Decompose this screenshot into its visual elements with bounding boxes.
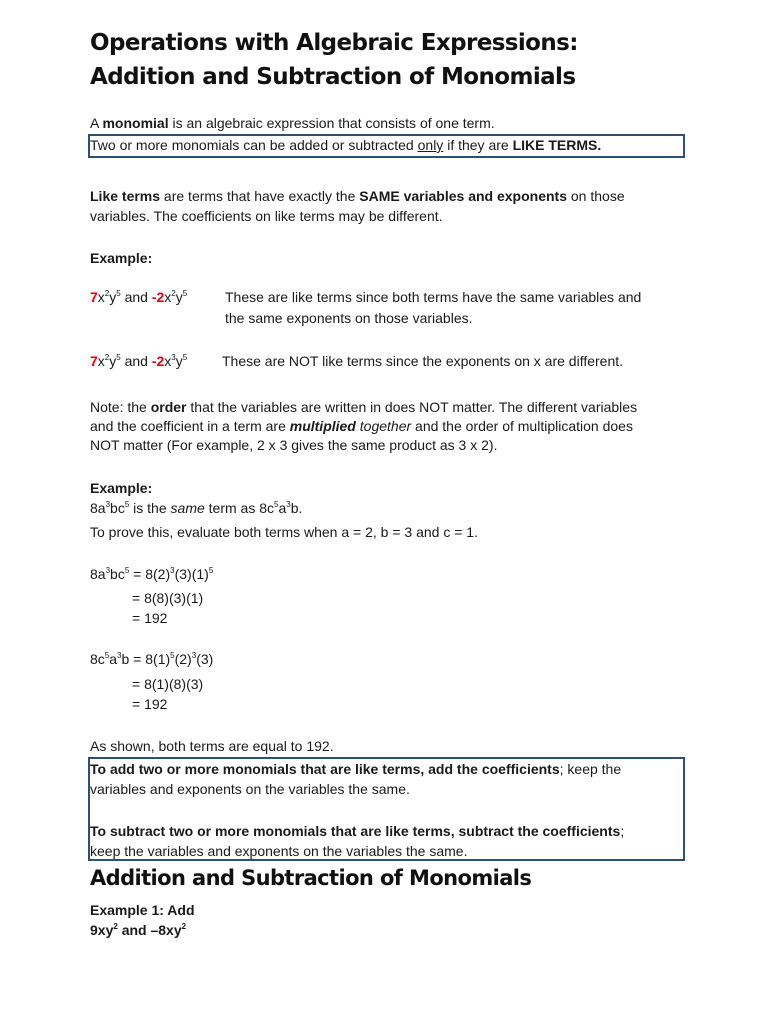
example1-add-terms [90, 921, 186, 940]
intro-text [90, 114, 495, 133]
c1-a: 8a [90, 566, 106, 582]
note-l2-pre: and the coefficient in a term are [90, 418, 290, 434]
ex2-exp3: 3 [171, 353, 176, 362]
c1-a-exp: 3 [105, 566, 111, 575]
ex2-var1: x [97, 353, 105, 369]
note-line2 [90, 417, 633, 436]
ex1-exp1: 2 [104, 289, 110, 298]
st-is-the: is the [129, 500, 171, 516]
example-label: Example: [90, 250, 153, 266]
like-terms-definition-line2: variables. The coefficients on like terms may be different. [90, 208, 443, 224]
ex1-var1: x [97, 289, 105, 305]
example1-add-label: Example 1: Add [90, 902, 195, 918]
c1-eq-exp1: 3 [170, 566, 175, 575]
ex2-exp2: 5 [116, 353, 121, 362]
note-l1-post: that the variables are written in does NOT matter. The different variables [186, 399, 638, 415]
ex1-and: and [120, 289, 152, 305]
calc2-line2: = 8(1)(8)(3) [132, 676, 204, 692]
like-terms-strong: SAME variables and exponents [359, 188, 567, 204]
c2-c: 8c [90, 651, 105, 667]
add-rule-line2: variables and exponents on the variables the same. [90, 781, 410, 797]
ex1-coef2: -2 [151, 289, 165, 305]
calc2-line3: = 192 [132, 696, 168, 712]
calc1-line2: = 8(8)(3)(1) [132, 590, 204, 606]
add-rule-strong: To add two or more monomials that are like terms, add the coefficients [90, 761, 560, 777]
st-c: 8c [259, 500, 275, 516]
c2-eq-end: (3) [196, 651, 214, 667]
note-line3: NOT matter (For example, 2 x 3 gives the same product as 3 x 2). [90, 437, 498, 453]
ex1-exp2: 5 [116, 289, 121, 298]
c2-b: b [121, 651, 130, 667]
add-rule-rest1: ; keep the [559, 761, 622, 777]
prove-statement: To prove this, evaluate both terms when a = 2, b = 3 and c = 1. [90, 524, 478, 540]
add-term1: 9xy [90, 922, 114, 938]
intro-post: is an algebraic expression that consists of one term. [168, 115, 495, 131]
rule-mid: if they are [443, 137, 513, 153]
st-a: 8a [90, 500, 106, 516]
calc1-line3: = 192 [132, 610, 168, 626]
c1-eq-mid: (3)(1) [174, 566, 209, 582]
note-line1 [90, 398, 637, 417]
ex2-var4: y [175, 353, 183, 369]
c2-c-exp: 5 [104, 651, 110, 660]
st-a2-exp: 3 [286, 500, 291, 509]
st-end: . [298, 500, 303, 516]
same-term-statement [90, 499, 302, 518]
st-same: same [170, 500, 205, 516]
ex1-exp4: 5 [182, 289, 188, 298]
add-rule-line1 [90, 760, 621, 779]
example1-expression [90, 288, 187, 307]
add-term1-exp: 2 [113, 922, 118, 931]
note-multiplied: multiplied [289, 418, 356, 434]
like-terms-rule-text [90, 136, 601, 155]
ex1-coef1: 7 [90, 289, 98, 305]
st-bc-exp: 5 [124, 500, 130, 509]
c2-eq-exp2: 3 [191, 651, 197, 660]
ex1-var2: y [109, 289, 117, 305]
sub-rule-strong: To subtract two or more monomials that are like terms, subtract the coefficients [90, 823, 621, 839]
ex2-exp1: 2 [104, 353, 110, 362]
ex1-var3: x [164, 289, 172, 305]
c1-eq: = 8(2) [129, 566, 171, 582]
note-together: together [355, 418, 412, 434]
st-bc: bc [110, 500, 125, 516]
ex2-coef2: -2 [151, 353, 165, 369]
like-terms-line1-end: on those [567, 188, 625, 204]
example2-label: Example: [90, 480, 153, 496]
c2-eq-mid: (2) [174, 651, 192, 667]
page-title: Operations with Algebraic Expressions: Addition and Subtraction of Monomials [90, 30, 578, 90]
shown-statement: As shown, both terms are equal to 192. [90, 738, 334, 754]
rule-strong: LIKE TERMS. [512, 137, 602, 153]
example2-desc: These are NOT like terms since the exponents on x are different. [222, 353, 624, 369]
c2-eq: = 8(1) [129, 651, 171, 667]
ex2-exp4: 5 [182, 353, 188, 362]
calc1-line1 [90, 565, 213, 584]
st-a2: a [278, 500, 287, 516]
like-terms-definition-line1 [90, 187, 625, 206]
rule-pre: Two or more monomials can be added or subtracted [90, 137, 418, 153]
st-c-exp: 5 [274, 500, 279, 509]
subtract-rule-line2: keep the variables and exponents on the variables the same. [90, 843, 468, 859]
rule-only: only [417, 137, 444, 153]
example2-expression [90, 352, 187, 371]
section-heading: Addition and Subtraction of Monomials [90, 866, 532, 890]
add-term2-exp: 2 [181, 922, 187, 931]
st-b2: b [290, 500, 299, 516]
calc2-line1 [90, 650, 213, 669]
ex2-coef1: 7 [90, 353, 98, 369]
subtract-rule-line1 [90, 822, 624, 841]
note-pre: Note: the [90, 399, 151, 415]
st-a-exp: 3 [105, 500, 111, 509]
ex2-var3: x [164, 353, 172, 369]
ex1-exp3: 2 [171, 289, 176, 298]
add-term2: and –8xy [117, 922, 182, 938]
sub-rule-rest1: ; [620, 823, 625, 839]
example1-desc-line2: the same exponents on those variables. [225, 310, 473, 326]
like-terms-term: Like terms [90, 188, 161, 204]
st-term-as: term as [204, 500, 260, 516]
c2-a: a [109, 651, 118, 667]
c1-bc-exp: 5 [124, 566, 130, 575]
c1-bc: bc [110, 566, 125, 582]
c2-a-exp: 3 [117, 651, 122, 660]
like-terms-mid: are terms that have exactly the [160, 188, 360, 204]
note-order: order [150, 399, 187, 415]
intro-term: monomial [102, 115, 169, 131]
ex2-and: and [120, 353, 152, 369]
c2-eq-exp1: 5 [170, 651, 175, 660]
intro-pre: A [90, 115, 103, 131]
ex1-var4: y [175, 289, 183, 305]
ex2-var2: y [109, 353, 117, 369]
c1-eq-exp2: 5 [208, 566, 214, 575]
example1-desc-line1: These are like terms since both terms have the same variables and [225, 289, 642, 305]
note-l2-post: and the order of multiplication does [411, 418, 633, 434]
